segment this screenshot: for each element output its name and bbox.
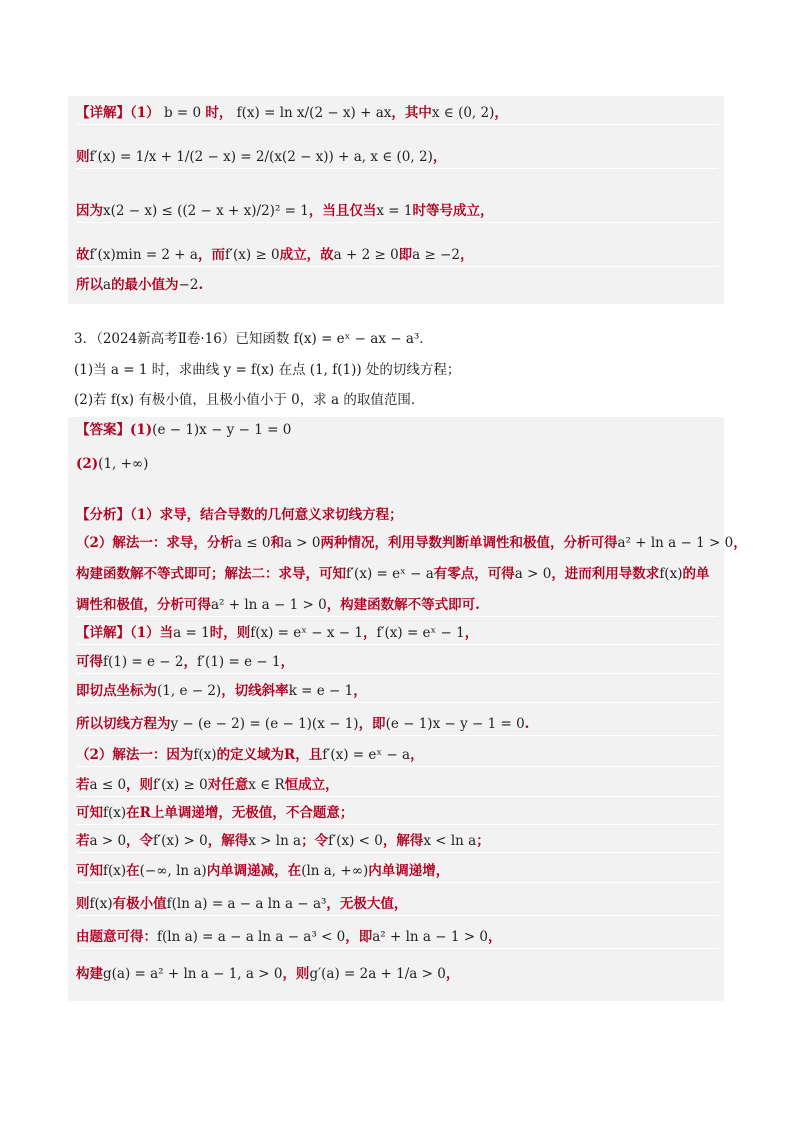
- solution-line: 所以a的最小值为−2.: [76, 277, 204, 293]
- analysis-line: （2）解法一：求导，分析a ≤ 0和a > 0两种情况，利用导数判断单调性和极值，分析可得a² + ln a − 1 > 0，: [76, 535, 747, 551]
- detail-line: （2）解法一：因为f(x)的定义域为R，且f′(x) = eˣ − a，: [76, 744, 718, 767]
- detail-line: 可得f(1) = e − 2，f′(1) = e − 1，: [76, 651, 718, 674]
- detail-line: 则f(x)有极小值f(ln a) = a − a ln a − a³，无极大值，: [76, 893, 718, 916]
- detail-line: 构建g(a) = a² + ln a − 1, a > 0，则g′(a) = 2a + 1/a > 0，: [76, 966, 460, 982]
- solution-line: 【详解】（1） b = 0 时， f(x) = ln x/(2 − x) + ax，其中x ∈ (0, 2)，: [76, 102, 718, 125]
- detail-line: 【详解】（1）当a = 1时，则f(x) = eˣ − x − 1，f′(x) = eˣ − 1，: [76, 622, 718, 645]
- solution-block-2: [68, 417, 747, 1001]
- problem-statement: 3．（2024新高考Ⅱ卷·16）已知函数 f(x) = eˣ − ax − a³．: [74, 331, 433, 347]
- problem-part-2: (2)若 f(x) 有极小值，且极小值小于 0，求 a 的取值范围．: [74, 392, 425, 408]
- detail-line: 若a > 0，令f′(x) > 0，解得x > ln a；令f′(x) < 0，解得x < ln a；: [76, 830, 718, 853]
- detail-line: 所以切线方程为y − (e − 2) = (e − 1)(x − 1)，即(e − 1)x − y − 1 = 0.: [76, 713, 718, 736]
- answer-line-1: 【答案】(1)(e − 1)x − y − 1 = 0: [76, 422, 292, 438]
- detail-line: 由题意可得：f(ln a) = a − a ln a − a³ < 0，即a² + ln a − 1 > 0，: [76, 926, 718, 949]
- solution-block-1: [68, 96, 724, 304]
- analysis-line: 【分析】（1）求导，结合导数的几何意义求切线方程；: [76, 507, 403, 523]
- solution-line: 因为x(2 − x) ≤ ((2 − x + x)/2)² = 1，当且仅当x = 1时等号成立，: [76, 200, 718, 223]
- detail-line: 即切点坐标为(1, e − 2)，切线斜率k = e − 1，: [76, 680, 718, 703]
- detail-line: 若a ≤ 0，则f′(x) ≥ 0对任意x ∈ R恒成立，: [76, 774, 718, 797]
- solution-line: 则f′(x) = 1/x + 1/(2 − x) = 2/(x(2 − x)) + a, x ∈ (0, 2)，: [76, 146, 718, 169]
- detail-line: 可知f(x)在R上单调递增，无极值，不合题意；: [76, 802, 718, 825]
- detail-line: 可知f(x)在(−∞, ln a)内单调递减，在(ln a, +∞)内单调递增，: [76, 860, 718, 883]
- solution-line: 故f′(x)min = 2 + a，而f′(x) ≥ 0成立，故a + 2 ≥ 0即a ≥ −2，: [76, 244, 718, 267]
- analysis-line: 构建函数解不等式即可；解法二：求导，可知f′(x) = eˣ − a有零点，可得a > 0，进而利用导数求f(x)的单: [76, 566, 710, 582]
- problem-part-1: (1)当 a = 1 时，求曲线 y = f(x) 在点 (1, f(1)) 处的切线方程；: [74, 362, 461, 378]
- answer-line-2: (2)(1, +∞): [76, 456, 149, 472]
- analysis-line: 调性和极值，分析可得a² + ln a − 1 > 0，构建函数解不等式即可.: [76, 594, 718, 617]
